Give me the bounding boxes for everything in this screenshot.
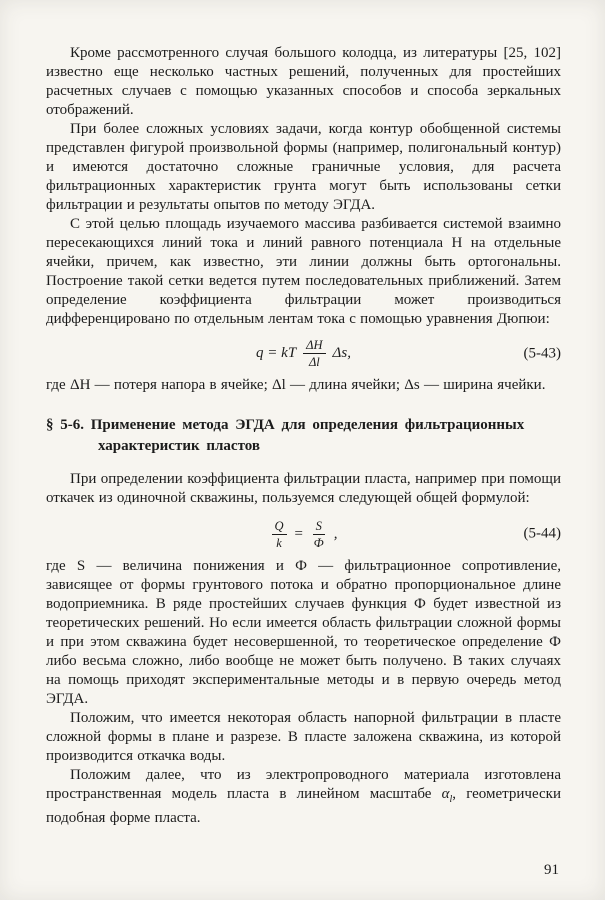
page-number: 91 xyxy=(544,862,559,878)
paragraph-6: Положим, что имеется некоторая область напорной фильтрации в пласте сложной формы в плане и разрезе. В пласте заложена скважина, из которой производится откачка воды. xyxy=(46,710,561,764)
paragraph-7-text-cont: , геометрически подобная форме пласта. xyxy=(46,786,561,826)
fraction-numerator: S xyxy=(313,519,325,535)
equation-5-44 xyxy=(46,517,561,550)
alpha-variable: α xyxy=(441,786,450,802)
fraction-numerator: Q xyxy=(272,519,287,535)
section-heading-5-6: § 5-6. Применение метода ЭГДА для определения фильтрационных характеристик пластов xyxy=(46,417,525,454)
equation-5-43-body xyxy=(256,338,351,369)
equation-5-44-body xyxy=(270,519,338,550)
equation-number-5-43: (5-43) xyxy=(523,345,561,361)
fraction-dH-dl xyxy=(303,338,325,369)
paragraph-7-text: Положим далее, что из электропроводного материала изготовлена пространственная модель пласта в линейном масштабе xyxy=(46,767,561,802)
paragraph-4: При определении коэффициента фильтрации пласта, например при помощи откачек из одиночной скважины, пользуемся следующей общей формулой: xyxy=(46,471,561,506)
equals-sign: = xyxy=(293,526,304,542)
paragraph-2: При более сложных условиях задачи, когда контур обобщенной системы представлен фигурой произвольной формы (например, полигональный контур) и имеются достаточно сложные граничные условия, для расчета фильтрационных характеристик грунта могут быть использованы сетки фильтрации и результаты опытов по методу ЭГДА. xyxy=(46,121,561,213)
paragraph-1: Кроме рассмотренного случая большого колодца, из литературы [25, 102] известно еще несколько частных решений, полученных для простейших расчетных случаев с помощью указанных способов и способа зеркальных отображений. xyxy=(46,45,561,118)
fraction-Q-k xyxy=(272,519,287,550)
equation-lhs: q = kT xyxy=(256,345,297,361)
fraction-S-F xyxy=(311,519,327,550)
fraction-numerator: ΔH xyxy=(303,338,325,354)
equation-rhs: Δs, xyxy=(332,345,351,361)
paragraph-5: где S — величина понижения и Ф — фильтрационное сопротивление, зависящее от формы грунтового потока и обратно пропорциональное длине водоприемника. В ряде простейших случаев функция Ф будет известной из теоретических решений. Но если имеется область фильтрации сложной формы и при этом скважина будет несовершенной, то теоретическое определение Ф либо весьма сложно, либо вообще не может быть получено. В таких случаях на помощь приходят экспериментальные методы и в первую очередь метод ЭГДА. xyxy=(46,558,561,707)
paragraph-3: С этой целью площадь изучаемого массива разбивается системой взаимно пересекающихся линий тока и линий равного потенциала H на отдельные ячейки, причем, как известно, эти линии должны быть ортогональны. Построение такой сетки ведется путем последовательных приближений. Затем определение коэффициента фильтрации может производиться дифференцировано по отдельным лентам тока с помощью уравнения Дюпюи: xyxy=(46,216,561,327)
fraction-denominator: Δl xyxy=(308,355,320,369)
paragraph-7 xyxy=(46,766,561,828)
fraction-denominator: k xyxy=(276,536,282,550)
subscript-l: l xyxy=(449,794,453,805)
equation-5-43 xyxy=(46,338,561,369)
comma: , xyxy=(333,526,338,542)
equation-number-5-44: (5-44) xyxy=(523,525,561,541)
fraction-denominator: Ф xyxy=(313,536,324,550)
equation-5-43-caption: где ΔH — потеря напора в ячейке; Δl — длина ячейки; Δs — ширина ячейки. xyxy=(46,377,546,393)
